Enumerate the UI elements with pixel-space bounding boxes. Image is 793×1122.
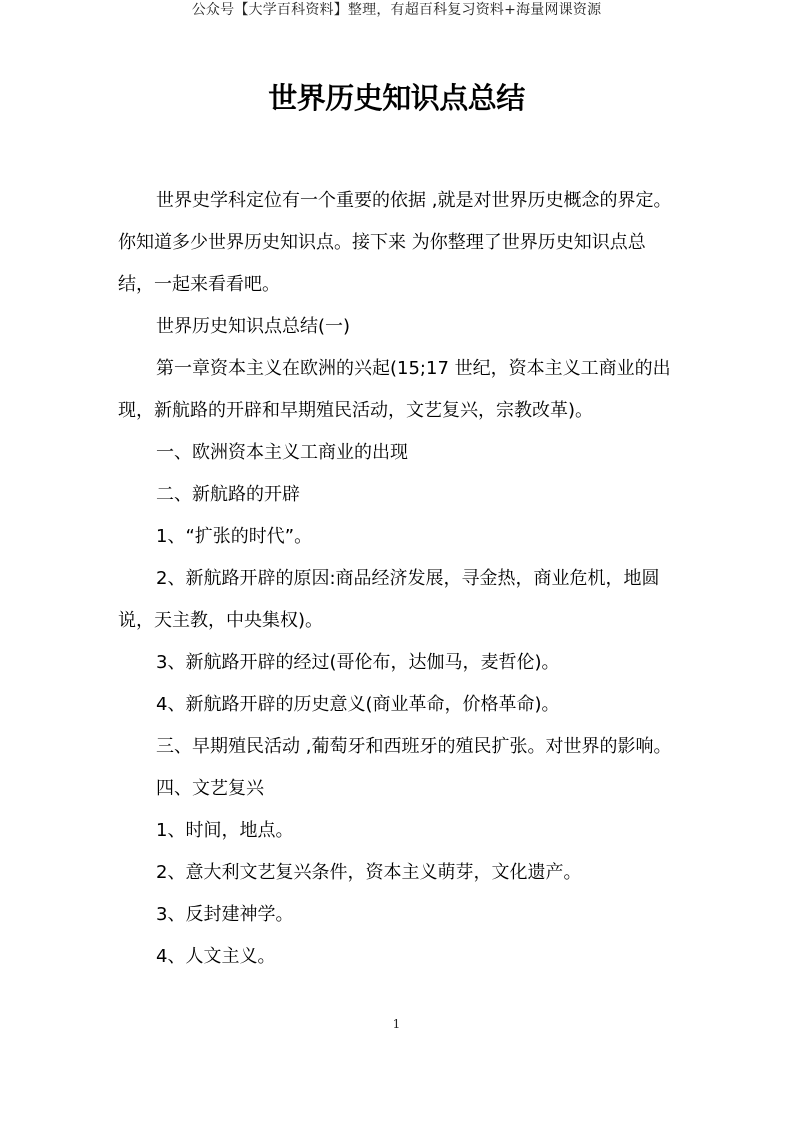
list-item: 四、文艺复兴 — [156, 778, 264, 799]
list-item: 3、新航路开辟的经过(哥伦布，达伽马，麦哲伦)。 — [156, 652, 560, 673]
list-item: 一、欧洲资本主义工商业的出现 — [156, 442, 408, 463]
list-item: 1、时间，地点。 — [156, 820, 294, 841]
list-item: 二、新航路的开辟 — [156, 484, 300, 505]
list-item: 4、人文主义。 — [156, 946, 276, 967]
list-item: 三、早期殖民活动 ,葡萄牙和西班牙的殖民扩张。对世界的影响。 — [156, 736, 672, 757]
section-heading: 世界历史知识点总结(一) — [156, 316, 351, 337]
document-title: 世界历史知识点总结 — [268, 81, 525, 115]
list-item: 2、新航路开辟的原因:商品经济发展，寻金热，商业危机，地圆说，天主教，中央集权)。 — [118, 568, 660, 631]
chapter-paragraph: 第一章资本主义在欧洲的兴起(15;17 世纪，资本主义工商业的出现，新航路的开辟和早期殖民活动，文艺复兴，宗教改革)。 — [118, 358, 671, 421]
list-item: 4、新航路开辟的历史意义(商业革命，价格革命)。 — [156, 694, 560, 715]
watermark-header: 公众号【大学百科资料】整理，有超百科复习资料+海量网课资源 — [191, 2, 602, 18]
list-item: 2、意大利文艺复兴条件，资本主义萌芽，文化遗产。 — [156, 862, 582, 883]
page-number: 1 — [392, 1017, 401, 1031]
list-item: 1、“扩张的时代”。 — [156, 526, 313, 547]
list-item: 3、反封建神学。 — [156, 904, 294, 925]
document-body — [118, 180, 678, 978]
intro-paragraph: 世界史学科定位有一个重要的依据 ,就是对世界历史概念的界定。你知道多少世界历史知识点。接下来 为你整理了世界历史知识点总结，一起来看看吧。 — [118, 190, 672, 295]
